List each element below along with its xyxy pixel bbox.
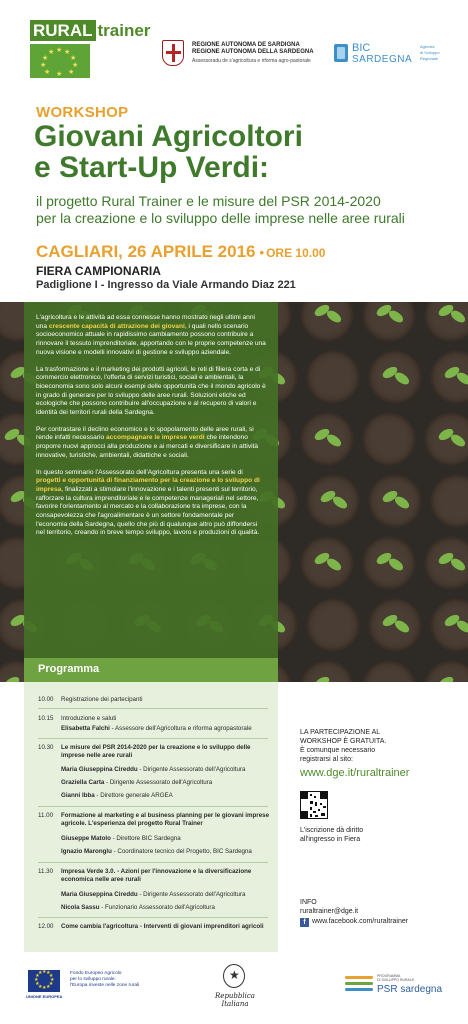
event-date-time <box>36 242 325 262</box>
participation-block <box>300 728 460 843</box>
qr-code-icon[interactable] <box>300 791 328 819</box>
info-email[interactable]: ruraltrainer@dge.it <box>300 908 359 915</box>
info-block <box>300 898 460 928</box>
registration-note: L'iscrizione dà diritto all'ingresso in Fiera <box>300 827 364 843</box>
rural-word: RURAL <box>30 20 96 41</box>
ras-name-italian: REGIONE AUTONOMA DELLA SARDEGNA <box>192 49 314 55</box>
regione-sardegna-logo <box>162 40 312 70</box>
psr-caption: PROGRAMMA DI SVILUPPO RURALE <box>377 974 415 982</box>
intro-paragraph-3: Per contrastare il declino economico e lo spopolamento delle aree rurali, si rende infatti necessario accompagnare le imprese verdi che intendono proporre nuovi approcci alla produzione e ai mercati e diversificare in attività innovative, turistiche, ambientali, didattiche e sociali. <box>36 425 259 459</box>
rural-trainer-logo <box>30 21 151 78</box>
bic-mark-icon <box>334 44 348 62</box>
programma-title: Programma <box>38 663 100 675</box>
facebook-link[interactable] <box>300 917 460 928</box>
event-date: CAGLIARI, 26 APRILE 2016 <box>36 242 256 261</box>
event-title: Giovani Agricoltori e Start-Up Verdi: <box>34 120 303 184</box>
intro-text-panel <box>24 302 278 658</box>
participation-line-4: registrarsi al sito: <box>300 756 353 763</box>
intro-paragraph-2: La trasformazione e il marketing dei prodotti agricoli, le reti di filiera corta e di commercio elettronico, l'offerta di servizi turistici, sociali e ambientali, la bioeconomia sono solo alcuni esempi delle opportunità che il mondo agricolo è in grado di generare per lo sviluppo delle aree rurali. Soluzioni etiche ed ecologiche che possono contribuire all'occupazione e al recupero di valori e identità dei territori rurali della Sardegna. <box>36 365 266 417</box>
tray-cell <box>306 350 360 404</box>
date-separator: • <box>259 245 265 260</box>
tray-cell <box>430 474 468 528</box>
workshop-kicker: WORKSHOP <box>36 104 129 121</box>
bic-sardegna-logo <box>334 40 444 70</box>
info-label: INFO <box>300 899 317 906</box>
ras-assessorato: Assessoradu de s'agricoltura e riforma agro-pastorale <box>192 58 311 64</box>
bic-agency-caption: Agenzia di Sviluppo Regionale <box>420 44 440 61</box>
eu-caption: UNIONE EUROPEA <box>26 994 63 999</box>
programma-header <box>24 658 278 682</box>
event-venue-detail: Padiglione I - Ingresso da Viale Armando Diaz 221 <box>36 279 296 291</box>
feasr-caption: Fondo Europeo Agricolo per lo sviluppo rurale: l'Europa investe nelle zone rurali <box>70 971 140 988</box>
programma-panel: 10.00 Registrazione dei partecipanti 10.15 Introduzione e saluti Elisabetta Falchi - Assessore dell'Agricoltura e riforma agropastorale 10.30 Le misure del PSR 2014-2020 per la creazione e lo sviluppo delle imprese nelle aree rurali Maria Giuseppina Cireddu - Dirigente Assessorato dell'Agricoltura Graziella Carta - Dirigente Assessorato dell'Agricoltura Gianni Ibba - Direttore generale ARGEA 11.00 Formazione al marketing e al business planning per le giovani imprese agricole. L'esperienza del progetto Rural Trainer Giuseppe Matolo - Direttore BIC Sardegna Ignazio Maronglu - Coordinatore tecnico del Progetto, BIC Sardegna 11.30 Impresa Verde 3.0. - Azioni per l'innovazione e la diversificazione economica nelle aree rurali Maria Giuseppina Cireddu - Dirigente Assessorato dell'Agricoltura Nicola Sassu - Funzionario Assessorato dell'Agricoltura 12.00 Come cambia l'agricoltura - Interventi di giovani imprenditori agricoli <box>24 682 278 952</box>
registration-link[interactable]: www.dge.it/ruraltrainer <box>300 767 410 779</box>
rural-trainer-wordmark <box>30 22 150 40</box>
tray-cell <box>306 598 360 652</box>
ras-name-sardinian: REGIONE AUTONOMA DE SARDIGNA <box>192 42 300 48</box>
facebook-url: www.facebook.com/ruraltrainer <box>312 918 409 925</box>
psr-mark-icon <box>345 972 373 996</box>
participation-line-3: È comunque necessario <box>300 747 376 754</box>
header <box>0 0 468 96</box>
facebook-icon: f <box>300 918 309 927</box>
repubblica-italiana-logo <box>203 964 263 1014</box>
psr-name: PSR sardegna <box>377 984 443 995</box>
intro-paragraph-1: L'agricoltura e le attività ad essa connesse hanno mostrato negli ultimi anni una crescente capacità di attrazione dei giovani, i quali nello scenario socioeconomico attuale in rapidissimo cambiamento possono contribuire a rinnovare il tessuto imprenditoriale, apportando con le proprie competenze una nuova visione e modelli innovativi di gestione e sviluppo aziendale. <box>36 314 266 356</box>
event-subtitle: il progetto Rural Trainer e le misure del PSR 2014-2020 per la creazione e lo sviluppo delle imprese nelle aree rurali <box>36 193 405 226</box>
tray-cell <box>362 660 416 682</box>
sardinia-crest-icon <box>162 40 184 66</box>
tray-cell <box>362 412 416 466</box>
event-venue: FIERA CAMPIONARIA <box>36 264 161 278</box>
event-time: ORE 10.00 <box>266 246 326 260</box>
trainer-word: trainer <box>97 21 151 40</box>
eu-flag-icon: ★ ★ ★ ★ ★ ★ ★ ★ ★ ★ ★ ★ <box>28 970 60 992</box>
italian-emblem-icon <box>223 964 245 988</box>
eu-stars-flag-icon: ★ ★ ★ ★ ★ ★ ★ ★ ★ ★ <box>30 44 90 78</box>
repubblica-italiana-text: Repubblica Italiana <box>215 992 255 1008</box>
intro-paragraph-4: In questo seminario l'Assessorato dell'Agricoltura presenta una serie di progetti e opportunità di finanziamento per la creazione e lo sviluppo di impresa, finalizzati a stimolare l'innovazione e i talenti presenti sul territorio, rafforzare la cultura imprenditoriale e le competenze manageriali nel settore, favorire l'orientamento al mercato e la collaborazione tra imprese, con la consapevolezza che l'agroalimentare è un settore fondamentale per l'economia della Sardegna, quello che più di qualunque altro può diffondersi nel territorio, creando in breve tempo sviluppo, lavoro e produzioni di qualità. <box>36 468 260 537</box>
bic-region: SARDEGNA <box>352 54 413 65</box>
footer-logos <box>0 960 468 1024</box>
psr-sardegna-logo <box>345 970 445 1010</box>
participation-line-2: WORKSHOP È GRATUITA. <box>300 738 387 745</box>
bic-name: BIC <box>352 42 371 54</box>
participation-line-1: LA PARTECIPAZIONE AL <box>300 729 381 736</box>
